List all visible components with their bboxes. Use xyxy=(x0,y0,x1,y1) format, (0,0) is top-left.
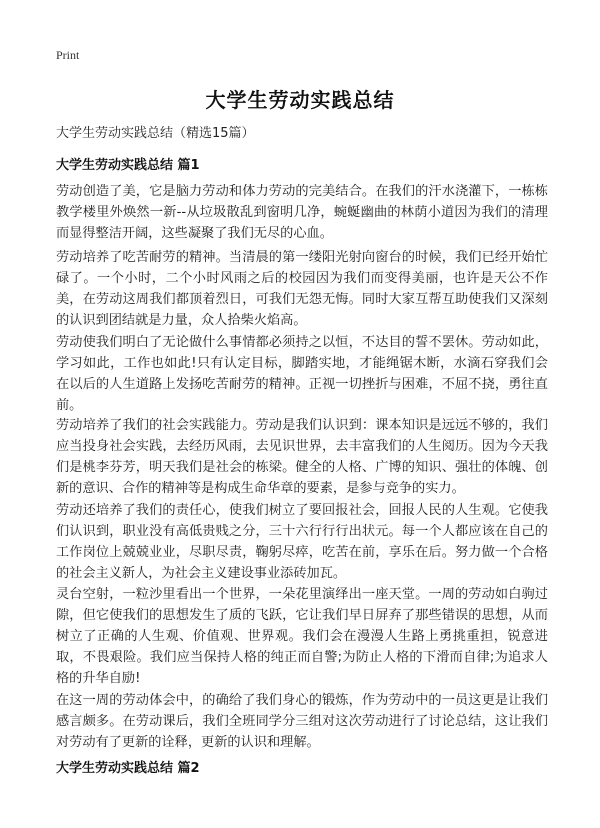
print-link[interactable]: Print xyxy=(56,48,80,62)
paragraph-6: 灵台空射，一粒沙里看出一个世界，一朵花里演绎出一座天堂。一周的劳动如白驹过隙，但它使我们的思想发生了质的飞跃，它让我们早日屏弃了那些错误的思想，从而树立了正确的人生观、价值观、世界观。我们会在漫漫人生路上勇挑重担，锐意进取，不畏艰险。我们应当保持人格的纯正而自警;为防止人格的下滑而自律;为追求人格的升华自励! xyxy=(56,587,548,686)
page-title: 大学生劳动实践总结 xyxy=(205,88,395,112)
section-heading-2: 大学生劳动实践总结 篇2 xyxy=(56,761,200,776)
paragraph-5: 劳动还培养了我们的责任心，使我们树立了要回报社会，回报人民的人生观。它使我们认识到，职业没有高低贵贱之分，三十六行行行出状元。每一个人都应该在自己的工作岗位上兢兢业业，尽职尽责，鞠躬尽瘁，吃苦在前，享乐在后。努力做一个合格的社会主义新人，为社会主义建设事业添砖加瓦。 xyxy=(56,503,548,581)
section-heading-1: 大学生劳动实践总结 篇1 xyxy=(56,158,200,173)
paragraph-1: 劳动创造了美，它是脑力劳动和体力劳动的完美结合。在我们的汗水浇灌下，一栋栋教学楼里外焕然一新--从垃圾散乱到窗明几净，蜿蜒幽曲的林荫小道因为我们的清理而显得整洁开阔，这些凝聚了我们无尽的心血。 xyxy=(56,184,548,241)
paragraph-4: 劳动培养了我们的社会实践能力。劳动是我们认识到：课本知识是远远不够的，我们应当投身社会实践，去经历风雨，去见识世界，去丰富我们的人生阅历。因为今天我们是桃李芬芳，明天我们是社会的栋梁。健全的人格、广博的知识、强壮的体魄、创新的意识、合作的精神等是构成生命华章的要素，是参与竞争的实力。 xyxy=(56,418,548,496)
document-subtitle: 大学生劳动实践总结（精选15篇） xyxy=(56,126,255,141)
paragraph-2: 劳动培养了吃苦耐劳的精神。当清晨的第一缕阳光射向窗台的时候，我们已经开始忙碌了。一个小时，二个小时风雨之后的校园因为我们而变得美丽，也许是天公不作美，在劳动这周我们都顶着烈日，可我们无怨无悔。同时大家互帮互助使我们又深刻的认识到团结就是力量，众人拾柴火焰高。 xyxy=(56,250,548,328)
paragraph-3: 劳动使我们明白了无论做什么事情都必须持之以恒，不达目的誓不罢休。劳动如此，学习如此，工作也如此!只有认定目标，脚踏实地，才能绳锯木断，水滴石穿我们会在以后的人生道路上发扬吃苦耐劳的精神。正视一切挫折与困难，不屈不挠，勇往直前。 xyxy=(56,335,548,413)
paragraph-7: 在这一周的劳动体会中，的确给了我们身心的锻炼，作为劳动中的一员这更是让我们感言颇多。在劳动课后，我们全班同学分三组对这次劳动进行了讨论总结，这让我们对劳动有了更新的诠释，更新的认识和理解。 xyxy=(56,693,548,750)
